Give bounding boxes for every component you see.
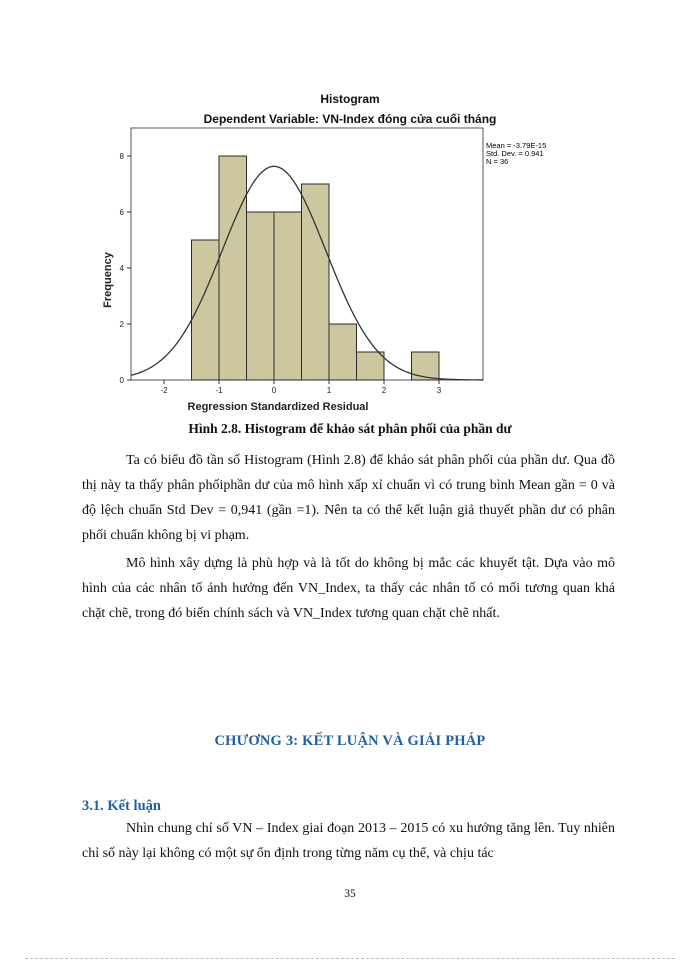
stat-mean: Mean = -3.79E-15 <box>486 141 547 150</box>
stat-n: N = 36 <box>486 157 509 166</box>
chapter-heading: CHƯƠNG 3: KẾT LUẬN VÀ GIẢI PHÁP <box>214 733 486 749</box>
stats-legend <box>486 141 546 166</box>
x-tick-label: 0 <box>271 386 277 395</box>
x-tick-label: 1 <box>326 386 332 395</box>
page-bottom-border <box>25 958 675 959</box>
paragraph-conclusion: Nhìn chung chỉ số VN – Index giai đoạn 2013 – 2015 có xu hướng tăng lên. Tuy nhiên chỉ số này lại không có một sự ổn định trong từng năm cụ thể, và chịu tác <box>82 821 615 861</box>
paragraph-histogram-analysis: Ta có biểu đồ tần số Histogram (Hình 2.8) để khảo sát phân phối của phần dư. Qua đồ thị này ta thấy phân phốiphần dư của mô hình xấp xỉ chuẩn vì có trung bình Mean gần = 0 và độ lệch chuẩn Std Dev = 0,941 (gần =1). Nên ta có thể kết luận giả thuyết phần dư có phân phối chuẩn không bị vi phạm. <box>82 453 615 543</box>
y-tick-label: 8 <box>119 152 124 161</box>
y-axis-title: Frequency <box>102 252 114 308</box>
x-tick-label: -1 <box>215 386 223 395</box>
x-tick-label: -2 <box>160 386 168 395</box>
y-tick-label: 6 <box>119 208 124 217</box>
histogram-bar-1 <box>192 240 220 380</box>
histogram-bar-2 <box>219 156 247 380</box>
section-heading: 3.1. Kết luận <box>82 798 161 814</box>
histogram-bar-5 <box>302 184 330 380</box>
histogram-bar-8 <box>412 352 440 380</box>
histogram-bar-7 <box>357 352 385 380</box>
figure-subtitle: Dependent Variable: VN-Index đóng cửa cuối tháng <box>203 112 497 126</box>
x-tick-label: 2 <box>381 386 387 395</box>
histogram-bar-6 <box>329 324 357 380</box>
histogram-chart <box>95 122 565 422</box>
page-number: 35 <box>344 888 356 900</box>
figure-title: Histogram <box>320 92 380 106</box>
stat-std-dev: Std. Dev. = 0.941 <box>486 149 544 158</box>
histogram-bar-4 <box>274 212 302 380</box>
y-tick-label: 2 <box>119 320 124 329</box>
x-axis-title: Regression Standardized Residual <box>187 401 369 413</box>
histogram-bar-3 <box>247 212 275 380</box>
y-tick-label: 4 <box>119 264 124 273</box>
x-tick-label: 3 <box>436 386 442 395</box>
figure-caption: Hình 2.8. Histogram để khảo sát phân phối của phần dư <box>188 421 512 436</box>
y-tick-label: 0 <box>119 376 124 385</box>
paragraph-model-assessment: Mô hình xây dựng là phù hợp và là tốt do không bị mắc các khuyết tật. Dựa vào mô hình của các nhân tố ảnh hưởng đến VN_Index, ta thấy các nhân tố có mối tương quan khá chặt chẽ, trong đó biến chính sách và VN_Index tương quan chặt chẽ nhất. <box>82 556 615 621</box>
